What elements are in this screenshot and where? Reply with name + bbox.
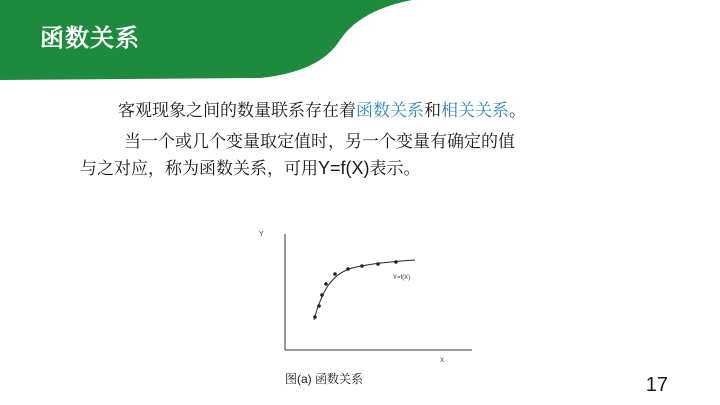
paragraph-function	[80, 129, 530, 182]
formula: Y=f(X)	[318, 158, 370, 178]
body-text	[80, 98, 530, 187]
data-point	[317, 304, 321, 308]
slide-title: 函数关系	[40, 24, 140, 52]
x-axis-label: X	[440, 358, 445, 364]
paragraph2-after: 表示。	[369, 159, 421, 179]
paragraph1-before: 客观现象之间的数量联系存在着	[118, 101, 356, 121]
function-curve	[314, 260, 415, 320]
paragraph1-middle: 和	[424, 101, 441, 121]
figure-caption: 图(a) 函数关系	[285, 372, 364, 386]
data-point	[360, 264, 364, 268]
page-number: 17	[645, 374, 668, 396]
paragraph1-after: 。	[509, 101, 526, 121]
data-point	[333, 272, 337, 276]
paragraph2-text: 当一个或几个变量取定值时，另一个变量有确定的值与之对应，称为函数关系，可用	[80, 132, 515, 179]
data-point	[320, 293, 324, 297]
term-function-relation: 函数关系	[356, 101, 424, 121]
paragraph-definition	[80, 98, 530, 124]
data-point	[394, 260, 398, 264]
data-point	[313, 315, 317, 319]
data-point	[376, 262, 380, 266]
data-point	[346, 267, 350, 271]
function-figure	[250, 222, 480, 367]
term-correlation-relation: 相关关系	[441, 101, 509, 121]
data-point	[324, 282, 328, 286]
y-axis-label: Y	[259, 231, 264, 238]
curve-label: Y=f(X)	[393, 275, 411, 281]
